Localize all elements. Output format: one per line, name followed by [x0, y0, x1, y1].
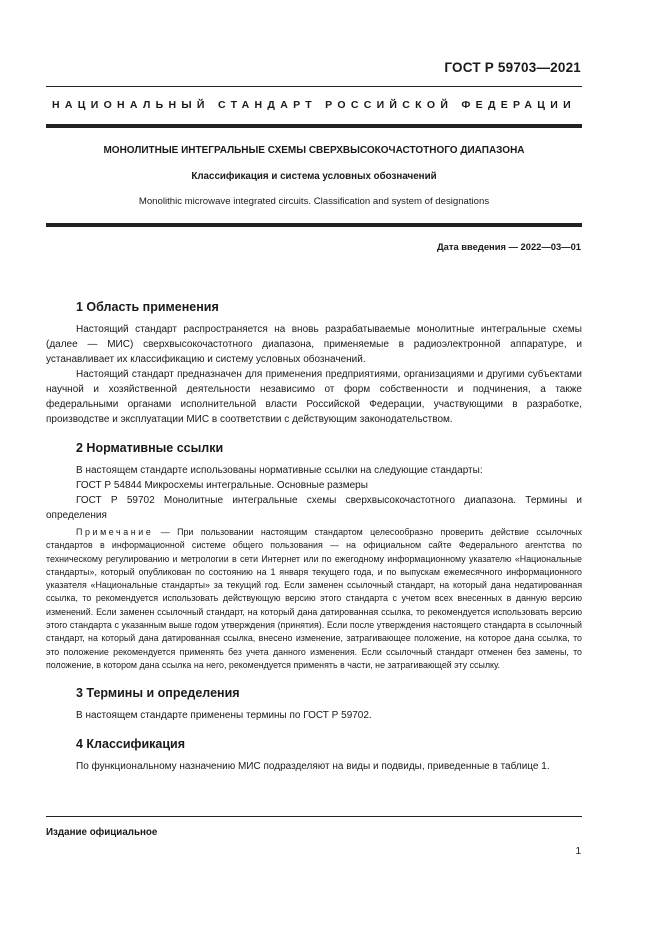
note	[46, 526, 582, 672]
reference-item: ГОСТ Р 54844 Микросхемы интегральные. Основные размеры	[76, 480, 368, 491]
header-thick-rule	[46, 124, 582, 128]
paragraph: Настоящий стандарт предназначен для применения предприятиями, организациями и другими субъектами научной и хозяйственной деятельности независимо от форм собственности и подчинения, а также федеральными органами исполнительной власти Российской Федерации, участвующими в разработке, производстве и эксплуатации МИС в соответствии с действующим законодательством.	[46, 369, 582, 425]
note-label: Примечание	[76, 527, 154, 537]
reference-item: ГОСТ Р 59702 Монолитные интегральные схемы сверхвысокочастотного диапазона. Термины и определения	[46, 495, 582, 521]
paragraph: Настоящий стандарт распространяется на вновь разрабатываемые монолитные интегральные схемы (далее — МИС) сверхвысокочастотного диапазона, применяемые в радиоэлектронной аппаратуре, и устанавливает их классификацию и систему условных обозначений.	[46, 324, 582, 365]
title-english: Monolithic microwave integrated circuits. Classification and system of designations	[138, 196, 490, 207]
page-number: 1	[575, 846, 581, 857]
paragraph: По функциональному назначению МИС подразделяют на виды и подвиды, приведенные в таблице 1.	[76, 761, 550, 773]
title-russian: МОНОЛИТНЫЕ ИНТЕГРАЛЬНЫЕ СХЕМЫ СВЕРХВЫСОКОЧАСТОТНОГО ДИАПАЗОНА	[103, 145, 525, 156]
national-standard-line: НАЦИОНАЛЬНЫЙ СТАНДАРТ РОССИЙСКОЙ ФЕДЕРАЦИИ	[52, 99, 576, 111]
document-body	[46, 300, 582, 774]
paragraph: В настоящем стандарте использованы нормативные ссылки на следующие стандарты:	[76, 465, 483, 476]
section-classification	[76, 737, 582, 774]
footer-rule	[46, 816, 582, 817]
section-heading: 1 Область применения	[76, 300, 219, 314]
document-code: ГОСТ Р 59703—2021	[444, 60, 581, 75]
introduction-date: Дата введения — 2022—03—01	[436, 241, 581, 252]
section-heading: 3 Термины и определения	[76, 686, 240, 701]
section-terms	[76, 686, 582, 723]
header-rule	[46, 86, 582, 87]
subtitle-russian: Классификация и система условных обозначений	[191, 171, 437, 182]
section-heading: 4 Классификация	[76, 737, 186, 752]
note-text: — При пользовании настоящим стандартом целесообразно проверить действие ссылочных стандартов в информационной системе общего пользования — на официальном сайте Федерального агентства по техническому регулированию и метрологии в сети Интернет или по ежегодному информационному указателю «Национальные стандарты», который опубликован по состоянию на 1 января текущего года, и по выпускам ежемесячного информационного указателя «Национальные стандарты» за текущий год. Если заменен ссылочный стандарт, на который дана недатированная ссылка, то рекомендуется использовать действующую версию этого стандарта с учетом всех внесенных в данную версию изменений. Если заменен ссылочный стандарт, на который дана датированная ссылка, то рекомендуется использовать версию этого стандарта с указанным выше годом утверждения (принятия). Если после утверждения настоящего стандарта в ссылочный стандарт, на который дана датированная ссылка, внесено изменение, затрагивающее положение, на которое дана ссылка, то это положение рекомендуется применять без учета данного изменения. Если ссылочный стандарт отменен без замены, то положение, в котором дана ссылка на него, рекомендуется применять в части, не затрагивающей эту ссылку.	[46, 527, 582, 670]
section-normative-references	[46, 441, 582, 672]
section-heading: 2 Нормативные ссылки	[76, 441, 224, 455]
paragraph: В настоящем стандарте применены термины по ГОСТ Р 59702.	[76, 710, 372, 722]
title-thick-rule	[46, 223, 582, 227]
official-edition-label: Издание официальное	[46, 827, 158, 838]
section-scope	[46, 300, 582, 427]
